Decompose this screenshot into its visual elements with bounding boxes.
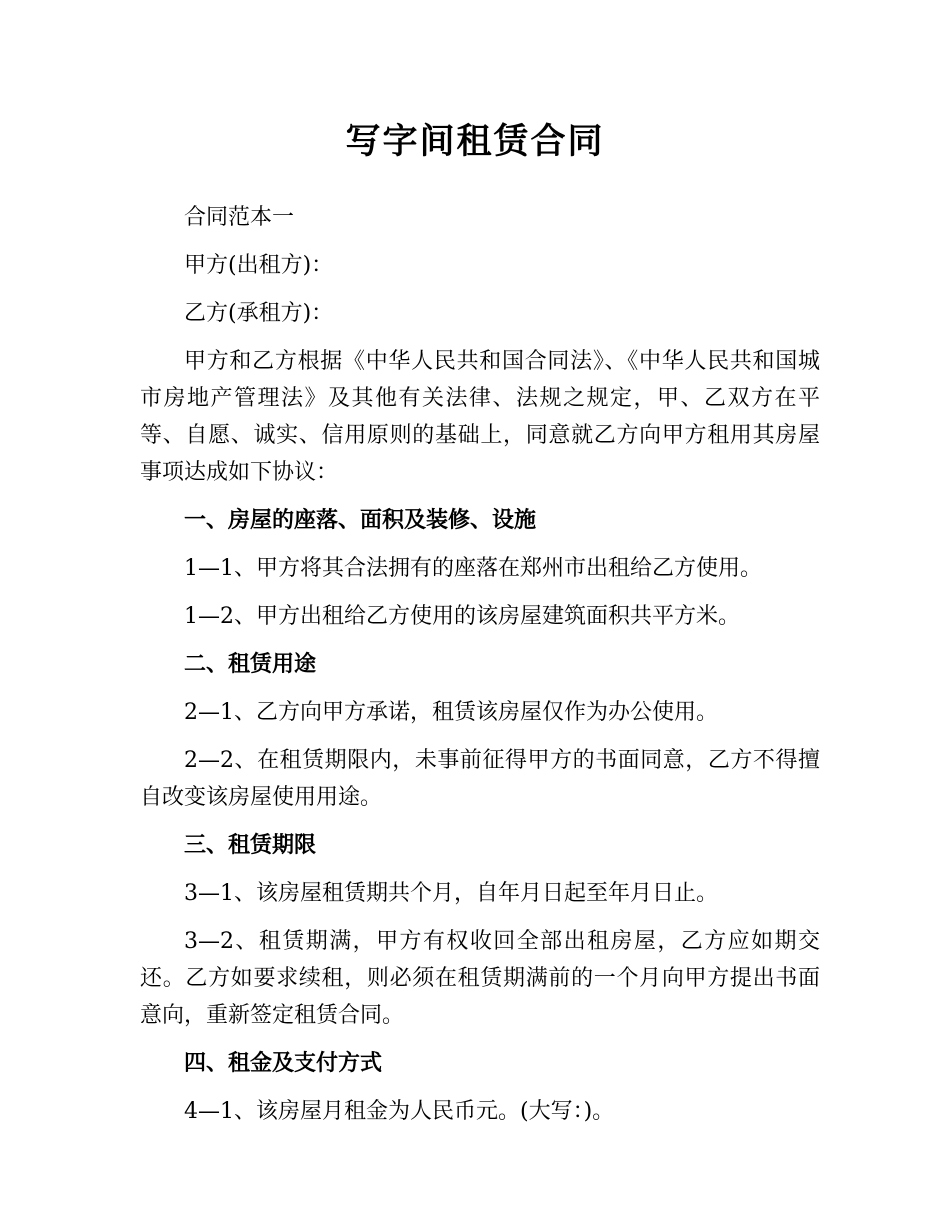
- clause-2-2: 2—2、在租赁期限内，未事前征得甲方的书面同意，乙方不得擅自改变该房屋使用用途。: [140, 748, 820, 810]
- party-a-line: 甲方(出租方)：: [184, 253, 334, 278]
- document-title: 写字间租赁合同: [345, 122, 605, 162]
- clause-1-1: 1—1、甲方将其合法拥有的座落在郑州市出租给乙方使用。: [184, 556, 762, 581]
- clause-1-2: 1—2、甲方出租给乙方使用的该房屋建筑面积共平方米。: [184, 604, 740, 629]
- section-heading-4: 四、租金及支付方式: [184, 1051, 383, 1076]
- clause-4-1: 4—1、该房屋月租金为人民币元。(大写：)。: [184, 1099, 615, 1124]
- clause-2-1: 2—1、乙方向甲方承诺，租赁该房屋仅作为办公使用。: [184, 700, 718, 725]
- party-b-line: 乙方(承租方)：: [184, 301, 334, 326]
- clause-3-2: 3—2、租赁期满，甲方有权收回全部出租房屋，乙方应如期交还。乙方如要求续租，则必须在租赁期满前的一个月向甲方提出书面意向，重新签定租赁合同。: [140, 929, 820, 1028]
- section-heading-1: 一、房屋的座落、面积及装修、设施: [184, 508, 537, 533]
- contract-template-label: 合同范本一: [184, 205, 295, 230]
- preamble-paragraph: 甲方和乙方根据《中华人民共和国合同法》、《中华人民共和国城市房地产管理法》及其他有关法律、法规之规定，甲、乙双方在平等、自愿、诚实、信用原则的基础上，同意就乙方向甲方租用其房屋事项达成如下协议：: [140, 349, 820, 485]
- clause-3-1: 3—1、该房屋租赁期共个月，自年月日起至年月日止。: [184, 881, 718, 906]
- section-heading-2: 二、租赁用途: [184, 652, 317, 677]
- document-body: [140, 199, 820, 1141]
- section-heading-3: 三、租赁期限: [184, 833, 317, 858]
